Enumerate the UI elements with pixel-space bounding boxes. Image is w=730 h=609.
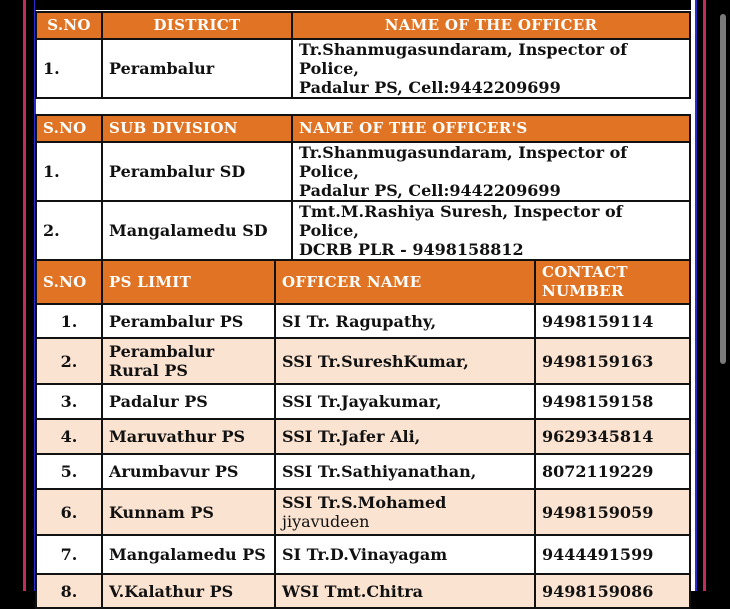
officer-line-1: Tr.Shanmugasundaram, Inspector of Police, xyxy=(299,40,628,78)
cell-ps: Perambalur PS xyxy=(102,304,275,338)
table-row xyxy=(36,304,690,338)
cell-sno: 1. xyxy=(36,304,102,338)
header-officer: NAME OF THE OFFICER xyxy=(292,12,690,39)
cell-sno: 2. xyxy=(36,338,102,384)
cell-sno: 5. xyxy=(36,454,102,489)
header-officers: NAME OF THE OFFICER'S xyxy=(292,115,690,142)
cell-sno: 2. xyxy=(36,201,102,260)
header-officer-name: OFFICER NAME xyxy=(275,260,535,304)
header-sno: S.NO xyxy=(36,115,102,142)
cell-sno: 7. xyxy=(36,535,102,574)
ps-officer-table xyxy=(35,259,691,609)
subdivision-officer-table xyxy=(35,114,691,261)
officer-line-1: SSI Tr.S.Mohamed xyxy=(282,493,447,512)
cell-contact: 9498159059 xyxy=(535,489,690,535)
cell-ps xyxy=(102,338,275,384)
header-ps-limit: PS LIMIT xyxy=(102,260,275,304)
cell-contact: 9444491599 xyxy=(535,535,690,574)
ps-line-2: Rural PS xyxy=(109,361,188,380)
cell-officer: SSI Tr.Sathiyanathan, xyxy=(275,454,535,489)
table-row xyxy=(36,419,690,454)
table-row xyxy=(36,489,690,535)
cell-sno: 8. xyxy=(36,574,102,608)
cell-sno: 4. xyxy=(36,419,102,454)
cell-ps: V.Kalathur PS xyxy=(102,574,275,608)
cell-officer: SI Tr.D.Vinayagam xyxy=(275,535,535,574)
header-subdivision: SUB DIVISION xyxy=(102,115,292,142)
scrollbar[interactable] xyxy=(716,0,730,591)
cell-officer xyxy=(292,39,690,98)
table-row xyxy=(36,454,690,489)
officer-line-1: Tmt.M.Rashiya Suresh, Inspector of Police, xyxy=(299,202,623,240)
cell-officer xyxy=(275,489,535,535)
cell-officer: SI Tr. Ragupathy, xyxy=(275,304,535,338)
cell-sno: 3. xyxy=(36,384,102,419)
cell-contact: 8072119229 xyxy=(535,454,690,489)
officer-line-2: jiyavudeen xyxy=(282,512,370,531)
cell-officer: SSI Tr.Jafer Ali, xyxy=(275,419,535,454)
top-band xyxy=(35,0,691,10)
officer-line-2: Padalur PS, Cell:9442209699 xyxy=(299,181,561,200)
header-sno: S.NO xyxy=(36,12,102,39)
table-header-row xyxy=(36,12,690,39)
cell-ps: Maruvathur PS xyxy=(102,419,275,454)
header-sno: S.NO xyxy=(36,260,102,304)
officer-line-2: Padalur PS, Cell:9442209699 xyxy=(299,78,561,97)
scrollbar-thumb[interactable] xyxy=(720,14,726,364)
cell-district: Perambalur xyxy=(102,39,292,98)
district-officer-table xyxy=(35,11,691,99)
table-header-row xyxy=(36,260,690,304)
cell-contact: 9498159086 xyxy=(535,574,690,608)
table-row xyxy=(36,201,690,260)
header-contact-number xyxy=(535,260,690,304)
table-row xyxy=(36,574,690,608)
ps-line-1: Perambalur xyxy=(109,342,215,361)
header-district: DISTRICT xyxy=(102,12,292,39)
cell-contact: 9498159158 xyxy=(535,384,690,419)
cell-subdivision: Perambalur SD xyxy=(102,142,292,201)
cell-ps: Mangalamedu PS xyxy=(102,535,275,574)
cell-officer xyxy=(292,142,690,201)
cell-ps: Padalur PS xyxy=(102,384,275,419)
table-header-row xyxy=(36,115,690,142)
cell-contact: 9498159163 xyxy=(535,338,690,384)
header-contact-line-1: CONTACT xyxy=(542,263,628,281)
table-row xyxy=(36,39,690,98)
table-row xyxy=(36,338,690,384)
cell-sno: 1. xyxy=(36,142,102,201)
table-row xyxy=(36,535,690,574)
table-row xyxy=(36,384,690,419)
officer-line-2: DCRB PLR - 9498158812 xyxy=(299,240,524,259)
officer-line-1: Tr.Shanmugasundaram, Inspector of Police, xyxy=(299,143,628,181)
table-row xyxy=(36,142,690,201)
header-contact-line-2: NUMBER xyxy=(542,282,624,300)
cell-subdivision: Mangalamedu SD xyxy=(102,201,292,260)
cell-officer: SSI Tr.Jayakumar, xyxy=(275,384,535,419)
cell-sno: 1. xyxy=(36,39,102,98)
cell-ps: Kunnam PS xyxy=(102,489,275,535)
cell-officer: SSI Tr.SureshKumar, xyxy=(275,338,535,384)
cell-officer xyxy=(292,201,690,260)
cell-contact: 9629345814 xyxy=(535,419,690,454)
cell-contact: 9498159114 xyxy=(535,304,690,338)
cell-officer: WSI Tmt.Chitra xyxy=(275,574,535,608)
cell-ps: Arumbavur PS xyxy=(102,454,275,489)
cell-sno: 6. xyxy=(36,489,102,535)
